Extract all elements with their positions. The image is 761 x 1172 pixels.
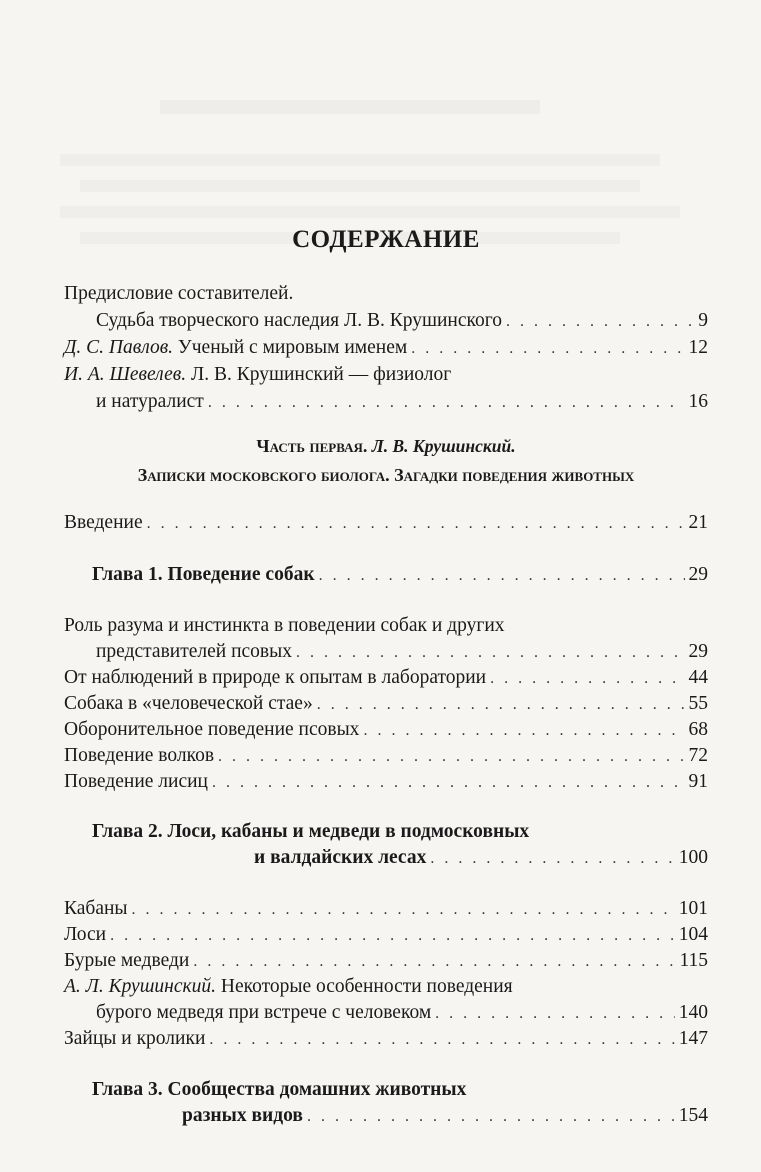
toc-entry-ch2-3[interactable]: Бурые медведи . . . 115 xyxy=(64,950,708,972)
toc-entry-intro[interactable]: Введение . . . 21 xyxy=(64,512,708,534)
toc-entry-ch1-5[interactable]: Поведение волков . . . 72 xyxy=(64,745,708,767)
toc-entry-ch1-1-line1: Роль разума и инстинкта в поведении собак и других xyxy=(64,615,505,636)
toc-entry-ch1-4[interactable]: Оборонительное поведение псовых . . . 68 xyxy=(64,719,708,741)
toc-entry-ch1-2[interactable]: От наблюдений в природе к опытам в лаборатории . . . 44 xyxy=(64,667,708,689)
toc-entry-ch2-2[interactable]: Лоси . . . 104 xyxy=(64,924,708,946)
part-heading: Часть первая. Л. В. Крушинский. xyxy=(256,436,516,456)
toc-entry-ch2-5[interactable]: Зайцы и кролики . . . 147 xyxy=(64,1028,708,1050)
toc-entry-preface[interactable]: Судьба творческого наследия Л. В. Крушинского . . . 9 xyxy=(64,310,708,332)
toc-chapter-2-line1: Глава 2. Лоси, кабаны и медведи в подмосковных xyxy=(92,821,530,842)
toc-entry-ch1-6[interactable]: Поведение лисиц . . . 91 xyxy=(64,771,708,793)
toc-chapter-3-line1: Глава 3. Сообщества домашних животных xyxy=(92,1079,467,1100)
page-title: СОДЕРЖАНИЕ xyxy=(292,226,480,253)
show-through-text xyxy=(60,20,710,244)
part-subtitle: Записки московского биолога. Загадки поведения животных xyxy=(137,465,635,485)
toc-entry-ch2-1[interactable]: Кабаны . . . 101 xyxy=(64,898,708,920)
toc-chapter-3[interactable]: разных видов . . . 154 xyxy=(182,1105,708,1127)
toc-chapter-2[interactable]: и валдайских лесах . . . 100 xyxy=(254,847,708,869)
toc-entry-shevelev[interactable]: и натуралист . . . 16 xyxy=(64,391,708,413)
toc-chapter-1[interactable]: Глава 1. Поведение собак . . . 29 xyxy=(92,564,708,586)
toc-entry-ch1-3[interactable]: Собака в «человеческой стае» . . . 55 xyxy=(64,693,708,715)
toc-entry-ch2-4-line1: А. Л. Крушинский. Некоторые особенности поведения xyxy=(64,976,513,997)
toc-entry-preface-line1: Предисловие составителей. xyxy=(64,283,294,304)
toc-entry-ch1-1[interactable]: представителей псовых . . . 29 xyxy=(64,641,708,663)
toc-entry-pavlov[interactable]: Д. С. Павлов. Ученый с мировым именем . . . 12 xyxy=(64,337,708,359)
toc-entry-ch2-4[interactable]: бурого медведя при встрече с человеком . . . 140 xyxy=(64,1002,708,1024)
toc-entry-shevelev-line1: И. А. Шевелев. Л. В. Крушинский — физиолог xyxy=(64,364,452,385)
